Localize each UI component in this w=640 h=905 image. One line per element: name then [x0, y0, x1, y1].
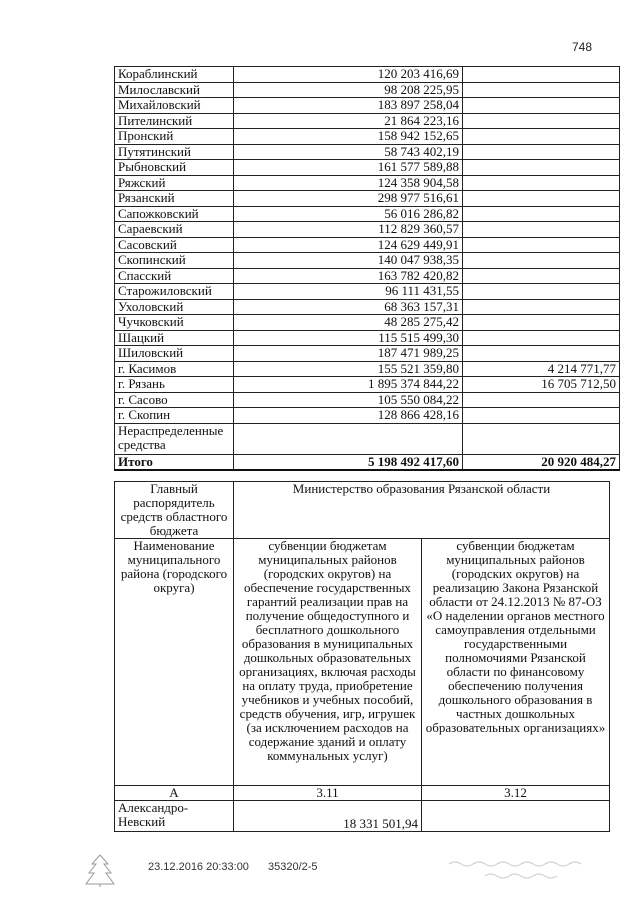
amount-column-2 [463, 98, 620, 114]
table-row [115, 175, 620, 191]
amount-column-1: 21 864 223,16 [234, 113, 463, 129]
amount-column-2 [463, 82, 620, 98]
amount-column-2 [463, 160, 620, 176]
amount-column-2 [463, 206, 620, 222]
table-row [115, 160, 620, 176]
table-row [115, 299, 620, 315]
column-index-3-12: 3.12 [422, 786, 610, 801]
amount-column-1: 56 016 286,82 [234, 206, 463, 222]
district-name: Рязанский [115, 191, 234, 207]
amount-column-1: 183 897 258,04 [234, 98, 463, 114]
column-index-3-11: 3.11 [234, 786, 422, 801]
main-distributor-label: Главный распорядитель средств областного бюджета [115, 482, 234, 539]
amount-column-2 [463, 113, 620, 129]
district-name: Путятинский [115, 144, 234, 160]
amount-column-1: 48 285 275,42 [234, 315, 463, 331]
column-header-district: Наименование муниципального района (городского округа) [115, 539, 234, 786]
district-name: Нераспределенные средства [115, 423, 234, 454]
amount-column-1: 158 942 152,65 [234, 129, 463, 145]
amount-column-2: 4 214 771,77 [463, 361, 620, 377]
district-name: Сасовский [115, 237, 234, 253]
table-row [115, 129, 620, 145]
amount-column-1: 140 047 938,35 [234, 253, 463, 269]
column-header-subvention-municipal: субвенции бюджетам муниципальных районов (городских округов) на обеспечение государственных гарантий реализации прав на получение общедоступного и бесплатного дошкольного образования в муниципальных дошкольных образовательных организациях, включая расходы на оплату труда, приобретение учебников и учебных пособий, средств обучения, игр, игрушек (за исключением расходов на содержание зданий и оплату коммунальных услуг) [234, 539, 422, 786]
amount-column-1: 96 111 431,55 [234, 284, 463, 300]
amount-column-1: 112 829 360,57 [234, 222, 463, 238]
amount-column-1: 187 471 989,25 [234, 346, 463, 362]
amount-column-1: 155 521 359,80 [234, 361, 463, 377]
unallocated-row [115, 423, 620, 454]
district-name: Рыбновский [115, 160, 234, 176]
amount-column-1: 124 358 904,58 [234, 175, 463, 191]
total-row [115, 454, 620, 470]
amount-column-1: 120 203 416,69 [234, 67, 463, 83]
amount-column-2 [463, 268, 620, 284]
amount-column-1: 68 363 157,31 [234, 299, 463, 315]
amount-column-2 [463, 129, 620, 145]
amount-column-2 [463, 408, 620, 424]
amount-column-1: 115 515 499,30 [234, 330, 463, 346]
amount-column-2 [463, 330, 620, 346]
table-row [115, 222, 620, 238]
district-name: Спасский [115, 268, 234, 284]
table-row [115, 206, 620, 222]
district-name: Старожиловский [115, 284, 234, 300]
district-name: Михайловский [115, 98, 234, 114]
amount-column-1: 5 198 492 417,60 [234, 454, 463, 470]
table-row [115, 801, 610, 832]
amount-column-1: 58 743 402,19 [234, 144, 463, 160]
table-row [115, 268, 620, 284]
page-number: 748 [572, 40, 593, 54]
table-row [115, 253, 620, 269]
amount-column-1: 98 208 225,95 [234, 82, 463, 98]
district-name: Скопинский [115, 253, 234, 269]
district-name: г. Касимов [115, 361, 234, 377]
amount-column-1: 105 550 084,22 [234, 392, 463, 408]
footer-timestamp: 23.12.2016 20:33:00 [148, 861, 249, 873]
district-name: Пителинский [115, 113, 234, 129]
district-name: Кораблинский [115, 67, 234, 83]
amount-column-2 [463, 175, 620, 191]
amount-column-2 [463, 284, 620, 300]
table-row [115, 82, 620, 98]
amount-column-1: 124 629 449,91 [234, 237, 463, 253]
amount-column-2: 20 920 484,27 [463, 454, 620, 470]
amount-column-2: 16 705 712,50 [463, 377, 620, 393]
table-row [115, 346, 620, 362]
amount-column-1: 1 895 374 844,22 [234, 377, 463, 393]
table-row [115, 392, 620, 408]
district-name: г. Сасово [115, 392, 234, 408]
table-row [115, 315, 620, 331]
amount-column-2 [463, 299, 620, 315]
column-header-row [115, 539, 610, 786]
amount-column-2 [463, 423, 620, 454]
table-row [115, 237, 620, 253]
table-row [115, 67, 620, 83]
amount-column-2 [463, 237, 620, 253]
amount-column-2 [463, 67, 620, 83]
table-row [115, 284, 620, 300]
faint-signature-mark [445, 856, 595, 882]
district-name: Александро-Невский [115, 801, 234, 832]
district-name: г. Рязань [115, 377, 234, 393]
amount-column-2 [463, 346, 620, 362]
amount-3-11: 18 331 501,94 [234, 801, 422, 832]
ministry-name: Министерство образования Рязанской области [234, 482, 610, 539]
table-row [115, 330, 620, 346]
district-name: г. Скопин [115, 408, 234, 424]
column-index-row [115, 786, 610, 801]
district-name: Пронский [115, 129, 234, 145]
district-name: Сараевский [115, 222, 234, 238]
column-header-subvention-private: субвенции бюджетам муниципальных районов (городских округов) на реализацию Закона Рязанской области от 24.12.2013 № 87-ОЗ «О наделении органов местного самоуправления отдельными государственными полномочиями Рязанской области по финансовому обеспечению получения дошкольного образования в частных дошкольных образовательных организациях» [422, 539, 610, 786]
amount-column-2 [463, 191, 620, 207]
amount-column-1: 128 866 428,16 [234, 408, 463, 424]
amount-column-1: 298 977 516,61 [234, 191, 463, 207]
table-row [115, 113, 620, 129]
amount-column-1: 161 577 589,88 [234, 160, 463, 176]
district-name: Шиловский [115, 346, 234, 362]
district-name: Милославский [115, 82, 234, 98]
table-row [115, 408, 620, 424]
allocation-table-top [114, 66, 620, 471]
table-row [115, 144, 620, 160]
table-header-row [115, 482, 610, 539]
table-row [115, 98, 620, 114]
district-name: Ухоловский [115, 299, 234, 315]
table-row [115, 377, 620, 393]
district-name: Чучковский [115, 315, 234, 331]
amount-3-12 [422, 801, 610, 832]
footer-document-code: 35320/2-5 [268, 861, 318, 873]
district-name: Шацкий [115, 330, 234, 346]
allocation-table-top-body [115, 67, 620, 471]
table-row [115, 361, 620, 377]
amount-column-2 [463, 253, 620, 269]
column-index-a: А [115, 786, 234, 801]
amount-column-2 [463, 315, 620, 331]
district-name: Сапожковский [115, 206, 234, 222]
amount-column-2 [463, 144, 620, 160]
district-name: Итого [115, 454, 234, 470]
amount-column-2 [463, 392, 620, 408]
amount-column-2 [463, 222, 620, 238]
table-row [115, 191, 620, 207]
stamp-icon [83, 852, 117, 888]
allocation-table-bottom [114, 481, 610, 832]
amount-column-1 [234, 423, 463, 454]
district-name: Ряжский [115, 175, 234, 191]
amount-column-1: 163 782 420,82 [234, 268, 463, 284]
